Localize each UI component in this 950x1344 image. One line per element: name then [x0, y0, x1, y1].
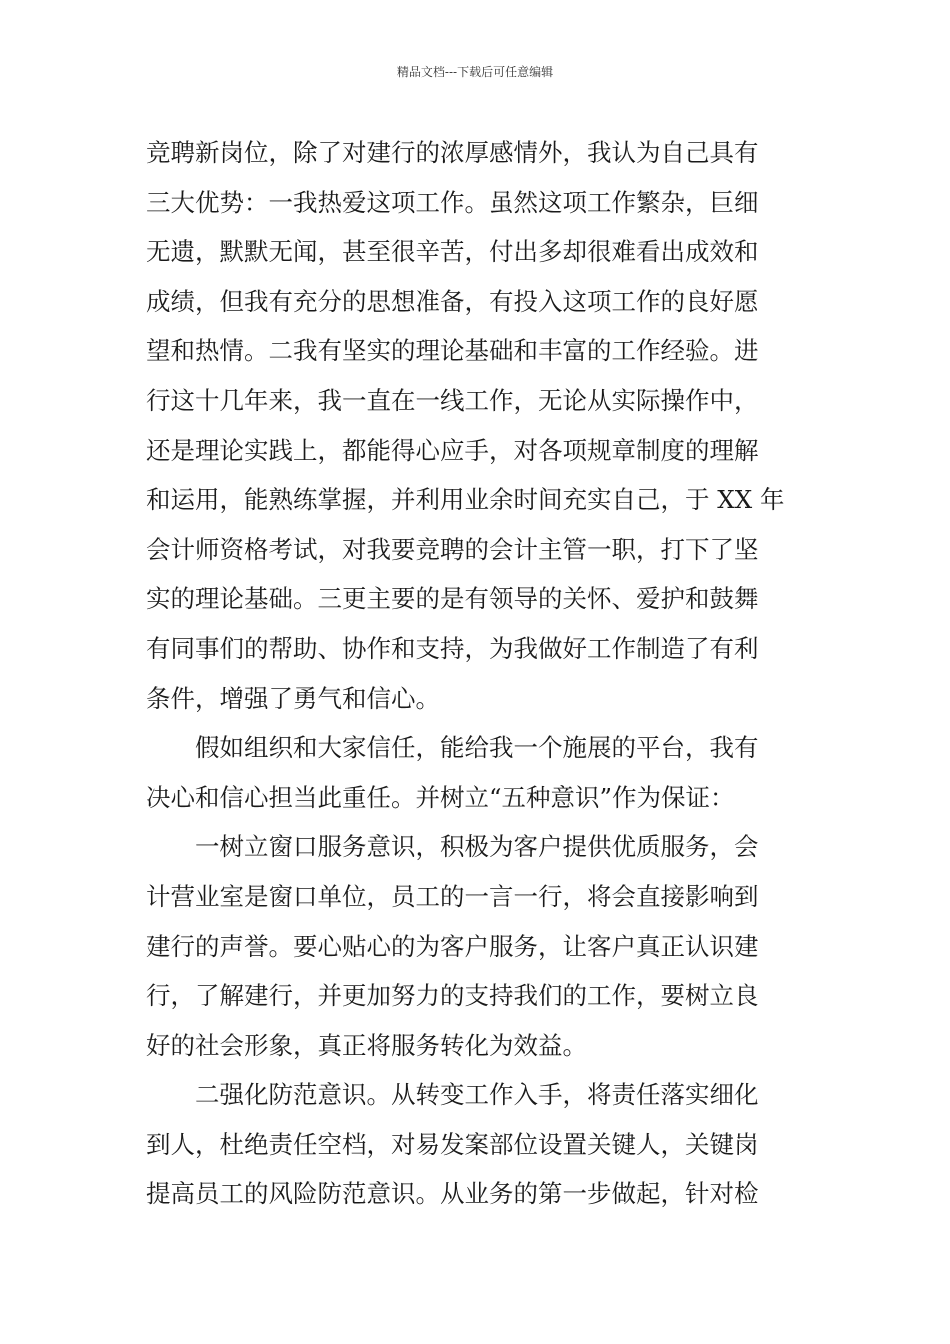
paragraph-first-line: 一树立窗口服务意识，积极为客户提供优质服务，会 [195, 832, 759, 862]
text-line: 决心和信心担当此重任。并树立“五种意识”作为保证： [146, 782, 735, 812]
text-line: 行这十几年来，我一直在一线工作，无论从实际操作中， [146, 385, 759, 415]
page-header: 精品文档---下载后可任意编辑 [396, 65, 554, 79]
text-line: 提高员工的风险防范意识。从业务的第一步做起，针对检 [146, 1179, 759, 1209]
paragraph-first-line: 假如组织和大家信任，能给我一个施展的平台，我有 [195, 733, 759, 763]
document-body [146, 128, 814, 1219]
text-line: 会计师资格考试，对我要竞聘的会计主管一职，打下了坚 [146, 534, 759, 564]
text-line: 实的理论基础。三更主要的是有领导的关怀、爱护和鼓舞 [146, 584, 759, 614]
text-line: 还是理论实践上，都能得心应手，对各项规章制度的理解 [146, 435, 759, 465]
text-line: 计营业室是窗口单位，员工的一言一行，将会直接影响到 [146, 881, 759, 911]
text-line: 有同事们的帮助、协作和支持，为我做好工作制造了有利 [146, 633, 759, 663]
text-line: 行，了解建行，并更加努力的支持我们的工作，要树立良 [146, 981, 759, 1011]
text-line: 好的社会形象，真正将服务转化为效益。 [146, 1030, 587, 1060]
text-line: 望和热情。二我有坚实的理论基础和丰富的工作经验。进 [146, 336, 759, 366]
text-line: 和运用，能熟练掌握，并利用业余时间充实自己，于 XX 年 [146, 485, 785, 515]
text-line: 条件，增强了勇气和信心。 [146, 683, 440, 713]
text-line: 成绩，但我有充分的思想准备，有投入这项工作的良好愿 [146, 286, 759, 316]
text-line: 到人，杜绝责任空档，对易发案部位设置关键人，关键岗 [146, 1129, 759, 1159]
text-line: 三大优势：一我热爱这项工作。虽然这项工作繁杂，巨细 [146, 187, 759, 217]
text-line: 建行的声誉。要心贴心的为客户服务，让客户真正认识建 [146, 931, 759, 961]
text-line: 无遗，默默无闻，甚至很辛苦，付出多却很难看出成效和 [146, 237, 759, 267]
paragraph-first-line: 二强化防范意识。从转变工作入手，将责任落实细化 [195, 1080, 759, 1110]
text-line: 竞聘新岗位，除了对建行的浓厚感情外，我认为自己具有 [146, 138, 759, 167]
